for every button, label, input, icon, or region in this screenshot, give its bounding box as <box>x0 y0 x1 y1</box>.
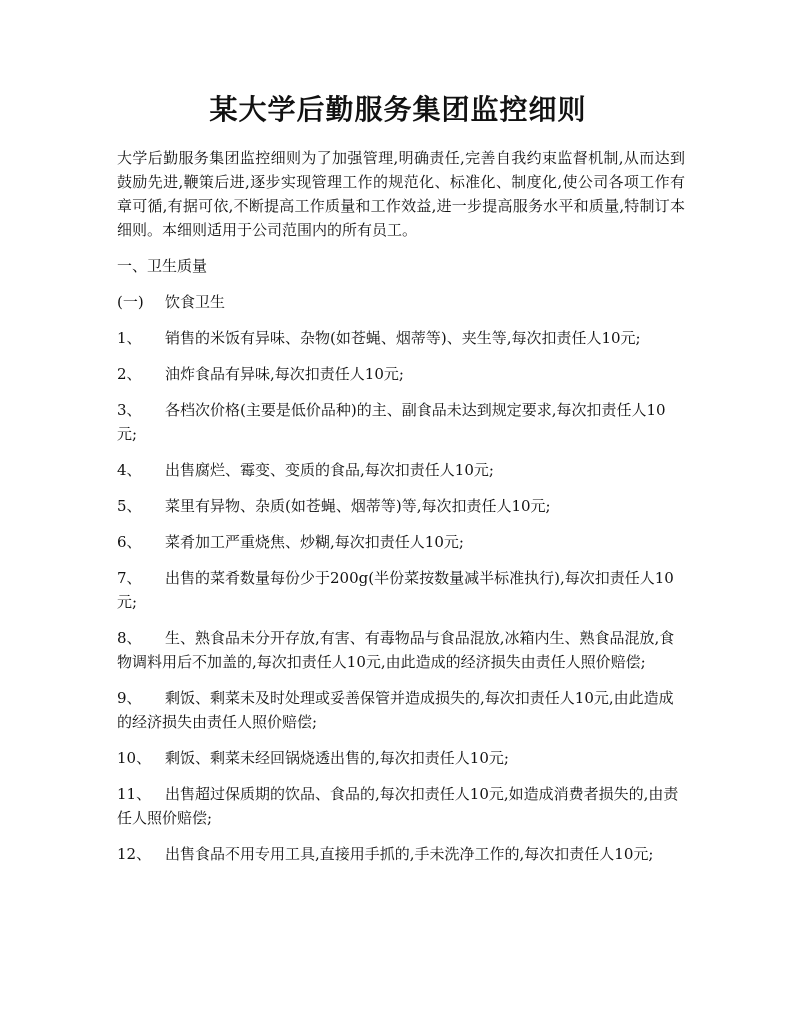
item-text: 剩饭、剩菜未及时处理或妥善保管并造成损失的,每次扣责任人10元,由此造成的经济损失由责任人照价赔偿; <box>117 689 674 731</box>
item-number: 6、 <box>117 533 142 551</box>
item-text: 生、熟食品未分开存放,有害、有毒物品与食品混放,冰箱内生、熟食品混放,食物调料用后不加盖的,每次扣责任人10元,由此造成的经济损失由责任人照价赔偿; <box>117 629 675 671</box>
item-text: 出售超过保质期的饮品、食品的,每次扣责任人10元,如造成消费者损失的,由责任人照价赔偿; <box>117 785 679 827</box>
document-body <box>117 146 685 878</box>
item-text: 出售的菜肴数量每份少于200g(半份菜按数量减半标准执行),每次扣责任人10元; <box>117 569 674 611</box>
item-text: 油炸食品有异味,每次扣责任人10元; <box>165 365 404 383</box>
list-item <box>117 398 685 446</box>
item-number: 1、 <box>117 329 142 347</box>
item-number: 2、 <box>117 365 142 383</box>
section-heading: 一、卫生质量 <box>117 257 208 275</box>
item-text: 各档次价格(主要是低价品种)的主、副食品未达到规定要求,每次扣责任人10元; <box>117 401 666 443</box>
list-item <box>117 746 685 770</box>
item-text: 出售腐烂、霉变、变质的食品,每次扣责任人10元; <box>165 461 494 479</box>
intro-paragraph: 大学后勤服务集团监控细则为了加强管理,明确责任,完善自我约束监督机制,从而达到鼓励先进,鞭策后进,逐步实现管理工作的规范化、标准化、制度化,使公司各项工作有章可循,有据可依,不断提高工作质量和工作效益,进一步提高服务水平和质量,特制订本细则。本细则适用于公司范围内的所有员工。 <box>117 149 685 239</box>
list-item <box>117 326 685 350</box>
list-item <box>117 566 685 614</box>
item-text: 出售食品不用专用工具,直接用手抓的,手未洗净工作的,每次扣责任人10元; <box>165 845 654 863</box>
item-text: 销售的米饭有异味、杂物(如苍蝇、烟蒂等)、夹生等,每次扣责任人10元; <box>165 329 641 347</box>
subsection-heading <box>117 290 685 314</box>
list-item <box>117 458 685 482</box>
document-title: 某大学后勤服务集团监控细则 <box>209 93 587 126</box>
item-text: 剩饭、剩菜未经回锅烧透出售的,每次扣责任人10元; <box>165 749 509 767</box>
item-number: 7、 <box>117 569 142 587</box>
item-number: 12、 <box>117 845 152 863</box>
list-item <box>117 626 685 674</box>
item-number: 9、 <box>117 689 142 707</box>
item-number: 5、 <box>117 497 142 515</box>
item-number: 3、 <box>117 401 142 419</box>
list-item <box>117 842 685 866</box>
item-text: 菜里有异物、杂质(如苍蝇、烟蒂等)等,每次扣责任人10元; <box>165 497 551 515</box>
item-number: 8、 <box>117 629 142 647</box>
item-text: 菜肴加工严重烧焦、炒糊,每次扣责任人10元; <box>165 533 464 551</box>
item-number: 11、 <box>117 785 152 803</box>
subsection-number: (一) <box>117 293 144 311</box>
list-item <box>117 686 685 734</box>
subsection-label: 饮食卫生 <box>165 293 226 311</box>
list-item <box>117 782 685 830</box>
list-item <box>117 494 685 518</box>
list-item <box>117 362 685 386</box>
item-number: 10、 <box>117 749 152 767</box>
item-number: 4、 <box>117 461 142 479</box>
list-item <box>117 530 685 554</box>
